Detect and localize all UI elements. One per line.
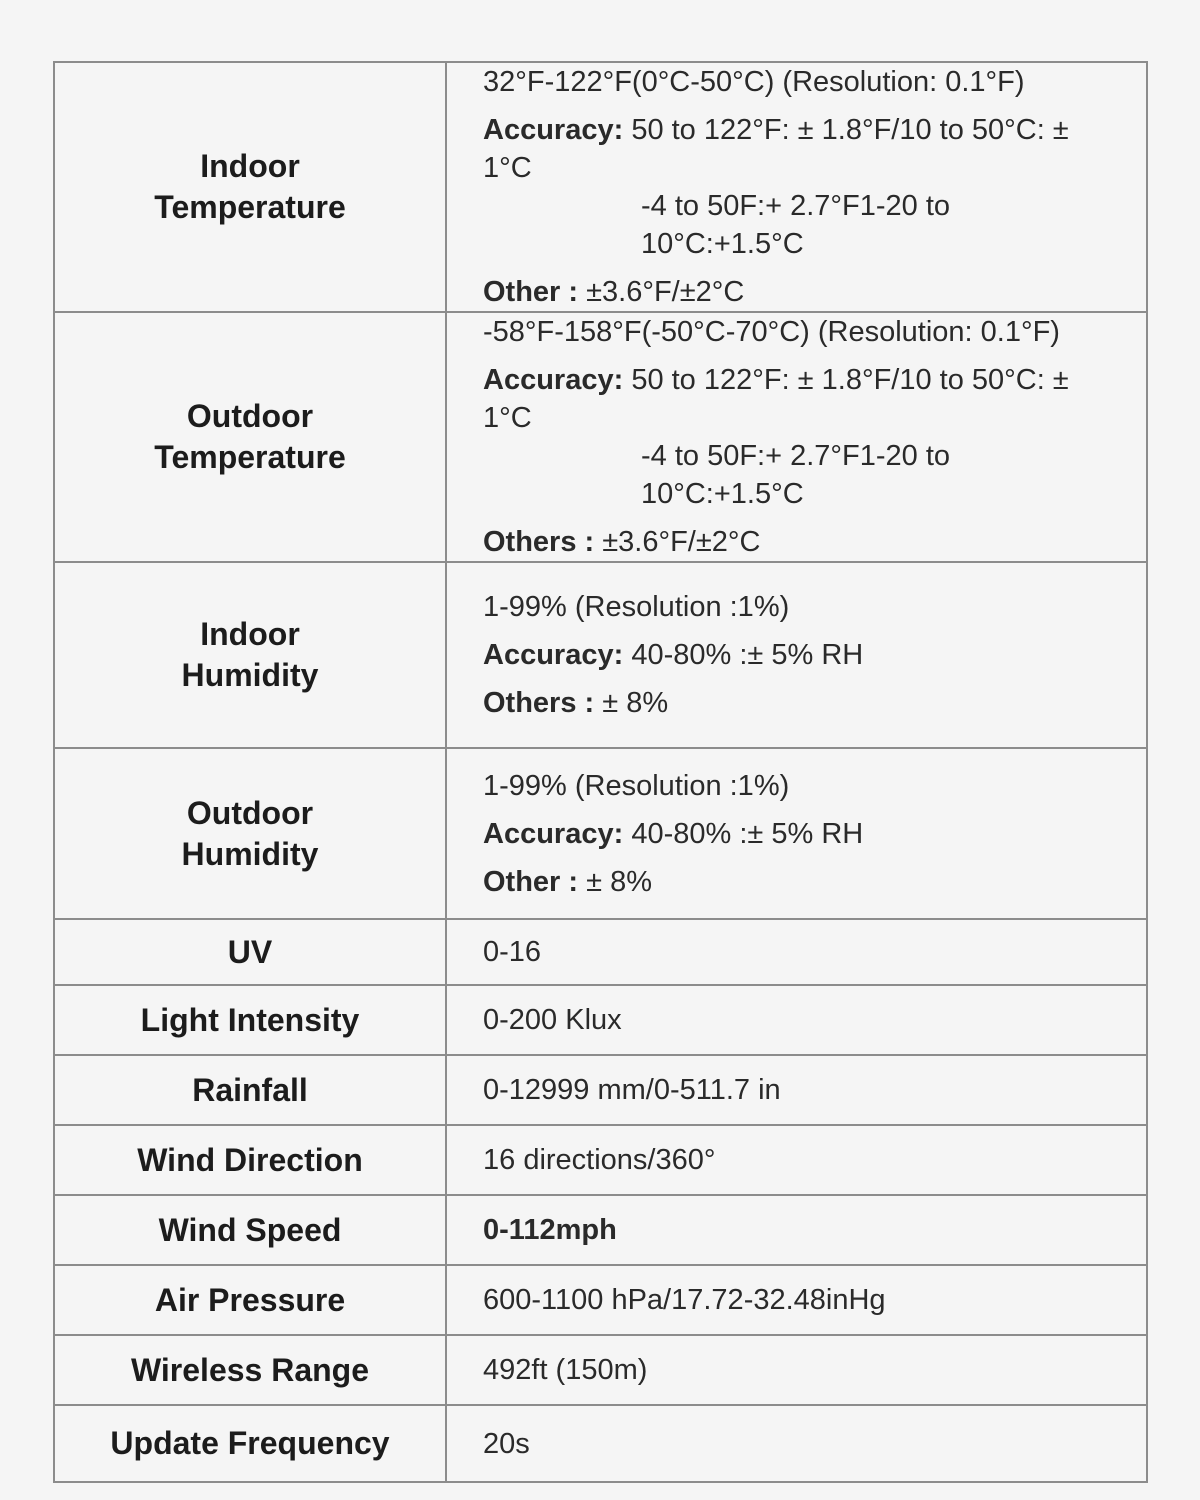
indoor-humidity-range: 1-99% (Resolution :1%) [483,591,790,623]
update-frequency-label: Update Frequency [54,1405,446,1482]
rainfall-label: Rainfall [54,1055,446,1125]
air-pressure-value: 600-1100 hPa/17.72-32.48inHg [446,1265,1147,1335]
indoor-humidity-label: Indoor Humidity [54,562,446,748]
table-row [54,1125,1147,1195]
wireless-range-label: Wireless Range [54,1335,446,1405]
table-row [54,1265,1147,1335]
indoor-temperature-range: 32°F-122°F(0°C-50°C) (Resolution: 0.1°F) [483,66,1025,98]
air-pressure-label: Air Pressure [54,1265,446,1335]
wind-speed-value: 0-112mph [446,1195,1147,1265]
table-row [54,312,1147,562]
wind-speed-label: Wind Speed [54,1195,446,1265]
indoor-temperature-value [446,62,1147,312]
indoor-humidity-accuracy: Accuracy: 40-80% :± 5% RH [483,639,864,671]
rainfall-value: 0-12999 mm/0-511.7 in [446,1055,1147,1125]
spec-table [53,61,1148,1483]
outdoor-humidity-value [446,748,1147,919]
outdoor-temperature-label: Outdoor Temperature [54,312,446,562]
indoor-temperature-accuracy-line2: -4 to 50F:+ 2.7°F1-20 to 10°C:+1.5°C [641,190,951,260]
indoor-humidity-value [446,562,1147,748]
table-row [54,1335,1147,1405]
outdoor-temperature-accuracy-line2: -4 to 50F:+ 2.7°F1-20 to 10°C:+1.5°C [641,440,951,510]
outdoor-temperature-range: -58°F-158°F(-50°C-70°C) (Resolution: 0.1°F) [483,316,1060,348]
outdoor-humidity-range: 1-99% (Resolution :1%) [483,769,790,802]
table-row [54,1055,1147,1125]
wind-direction-value: 16 directions/360° [446,1125,1147,1195]
light-intensity-label: Light Intensity [54,985,446,1055]
indoor-humidity-other: Others : ± 8% [483,687,669,719]
table-row [54,62,1147,312]
wireless-range-value: 492ft (150m) [446,1335,1147,1405]
uv-label: UV [54,919,446,985]
outdoor-humidity-accuracy: Accuracy: 40-80% :± 5% RH [483,817,864,850]
outdoor-humidity-other: Other : ± 8% [483,865,653,898]
update-frequency-value: 20s [446,1405,1147,1482]
indoor-temperature-accuracy: Accuracy: 50 to 122°F: ± 1.8°F/10 to 50°C: ± 1°C [483,114,1069,184]
light-intensity-value: 0-200 Klux [446,985,1147,1055]
outdoor-humidity-label: Outdoor Humidity [54,748,446,919]
table-row [54,919,1147,985]
table-row [54,1405,1147,1482]
uv-value: 0-16 [446,919,1147,985]
outdoor-temperature-accuracy: Accuracy: 50 to 122°F: ± 1.8°F/10 to 50°C: ± 1°C [483,364,1069,434]
table-row [54,985,1147,1055]
table-row [54,748,1147,919]
outdoor-temperature-value [446,312,1147,562]
wind-direction-label: Wind Direction [54,1125,446,1195]
outdoor-temperature-other: Others : ±3.6°F/±2°C [483,526,761,558]
table-row [54,562,1147,748]
table-row [54,1195,1147,1265]
indoor-temperature-other: Other : ±3.6°F/±2°C [483,276,745,308]
indoor-temperature-label: Indoor Temperature [54,62,446,312]
